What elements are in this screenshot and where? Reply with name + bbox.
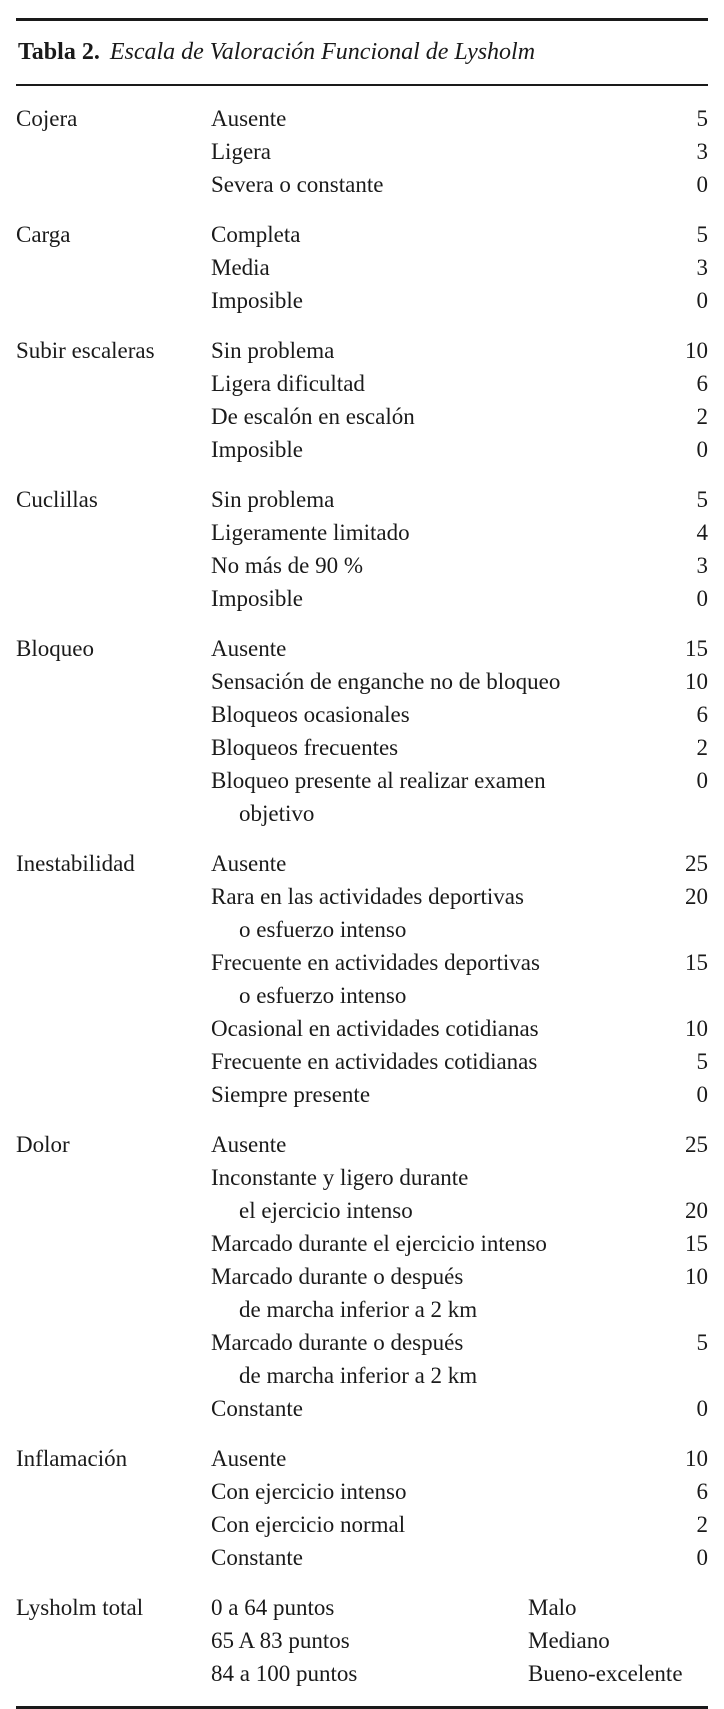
- item-description: Ocasional en actividades cotidianas: [211, 1016, 539, 1041]
- table-section: [16, 1591, 708, 1690]
- item-description-continuation: objetivo: [239, 801, 315, 826]
- item-description: Ausente: [211, 1446, 287, 1471]
- table-row: [211, 1591, 708, 1624]
- category-label: Bloqueo: [16, 636, 94, 661]
- row-text-cell: [211, 1045, 628, 1078]
- score-value: 5: [696, 1330, 708, 1355]
- item-description: 0 a 64 puntos: [211, 1595, 335, 1620]
- table-row: [211, 1392, 708, 1425]
- item-description: Imposible: [211, 288, 303, 313]
- row-text-cell: [211, 1442, 628, 1475]
- item-list: [211, 102, 708, 201]
- score-value: 10: [685, 1446, 708, 1471]
- score-value: 3: [696, 255, 708, 280]
- item-description: Bloqueo presente al realizar examen: [211, 768, 546, 793]
- row-text-cell: [211, 1508, 628, 1541]
- table-row: [211, 1442, 708, 1475]
- score-value: 0: [696, 1545, 708, 1570]
- score-value: 5: [696, 222, 708, 247]
- row-text-cell: [211, 632, 628, 665]
- score-value: 2: [696, 404, 708, 429]
- score-value: 5: [696, 1049, 708, 1074]
- item-description: 65 A 83 puntos: [211, 1628, 350, 1653]
- item-description: Inconstante y ligero durante: [211, 1165, 469, 1190]
- item-description: Bloqueos ocasionales: [211, 702, 410, 727]
- item-description: Ausente: [211, 1132, 287, 1157]
- item-description-continuation: o esfuerzo intenso: [239, 983, 407, 1008]
- category-label: Cojera: [16, 106, 78, 131]
- score-value: 0: [696, 1082, 708, 1107]
- item-list: [211, 218, 708, 317]
- table-row: [211, 946, 708, 1012]
- table-row: [211, 1657, 708, 1690]
- category-label: Carga: [16, 222, 71, 247]
- row-text-cell: [211, 483, 628, 516]
- table-row: [211, 1161, 708, 1227]
- score-value: 15: [685, 636, 708, 661]
- score-value: 10: [685, 338, 708, 363]
- table-row: [211, 1508, 708, 1541]
- category-label: Dolor: [16, 1132, 70, 1157]
- row-text-cell: [211, 549, 628, 582]
- row-text-cell: [211, 516, 628, 549]
- score-value: 3: [696, 553, 708, 578]
- table-caption: [16, 21, 708, 84]
- score-value: 0: [696, 768, 708, 793]
- table-row: [211, 483, 708, 516]
- table-row: [211, 1326, 708, 1392]
- row-text-cell: [211, 1078, 628, 1111]
- score-value: 6: [696, 702, 708, 727]
- score-value: 10: [685, 669, 708, 694]
- row-text-cell: [211, 1591, 528, 1624]
- rating-label: Malo: [528, 1595, 577, 1620]
- item-description: Ligera dificultad: [211, 371, 365, 396]
- row-text-cell: [211, 334, 628, 367]
- row-text-cell: [211, 400, 628, 433]
- table-row: [211, 1227, 708, 1260]
- table-row: [211, 284, 708, 317]
- item-description: Frecuente en actividades cotidianas: [211, 1049, 538, 1074]
- row-text-cell: [211, 847, 628, 880]
- item-description: Ausente: [211, 851, 287, 876]
- score-value: 4: [696, 520, 708, 545]
- row-text-cell: [211, 218, 628, 251]
- category-label: Subir escaleras: [16, 338, 155, 363]
- table-row: [211, 1260, 708, 1326]
- row-text-cell: [211, 1541, 628, 1574]
- item-list: [211, 1591, 708, 1690]
- item-description: Constante: [211, 1396, 303, 1421]
- row-text-cell: [211, 433, 628, 466]
- table-title: Escala de Valoración Funcional de Lysholm: [109, 39, 536, 65]
- item-description: Imposible: [211, 586, 303, 611]
- row-text-cell: [211, 367, 628, 400]
- score-value: 3: [696, 139, 708, 164]
- table-row: [211, 367, 708, 400]
- table-body: [16, 86, 708, 1706]
- table-row: [211, 135, 708, 168]
- row-text-cell: [211, 764, 628, 830]
- category-label: Inflamación: [16, 1446, 128, 1471]
- table-row: [211, 880, 708, 946]
- table-row: [211, 168, 708, 201]
- score-value: 6: [696, 1479, 708, 1504]
- item-list: [211, 1442, 708, 1574]
- table-section: [16, 1128, 708, 1425]
- category-label: Inestabilidad: [16, 851, 135, 876]
- table-row: [211, 1045, 708, 1078]
- item-description: Marcado durante el ejercicio intenso: [211, 1231, 547, 1256]
- score-value: 20: [685, 1198, 708, 1223]
- table-row: [211, 549, 708, 582]
- item-description: Con ejercicio normal: [211, 1512, 406, 1537]
- row-text-cell: [211, 1227, 628, 1260]
- table-row: [211, 218, 708, 251]
- item-description: Ligera: [211, 139, 272, 164]
- item-description: Completa: [211, 222, 301, 247]
- item-description: Ausente: [211, 636, 287, 661]
- item-description: Sin problema: [211, 487, 335, 512]
- item-description: Constante: [211, 1545, 303, 1570]
- table-row: [211, 400, 708, 433]
- table-label: Tabla 2.: [18, 39, 100, 65]
- table-row: [211, 1624, 708, 1657]
- row-text-cell: [211, 731, 628, 764]
- row-text-cell: [211, 1657, 528, 1690]
- table-section: [16, 102, 708, 201]
- row-text-cell: [211, 880, 628, 946]
- row-text-cell: [211, 1128, 628, 1161]
- row-text-cell: [211, 1392, 628, 1425]
- item-description: Bloqueos frecuentes: [211, 735, 399, 760]
- item-description: 84 a 100 puntos: [211, 1661, 358, 1686]
- table-row: [211, 1475, 708, 1508]
- table-row: [211, 102, 708, 135]
- table-row: [211, 698, 708, 731]
- table-section: [16, 218, 708, 317]
- score-value: 20: [685, 884, 708, 909]
- item-list: [211, 1128, 708, 1425]
- row-text-cell: [211, 135, 628, 168]
- item-description: Sin problema: [211, 338, 335, 363]
- item-description: Sensación de enganche no de bloqueo: [211, 669, 561, 694]
- item-list: [211, 632, 708, 830]
- row-text-cell: [211, 168, 628, 201]
- row-text-cell: [211, 698, 628, 731]
- row-text-cell: [211, 946, 628, 1012]
- table-section: [16, 334, 708, 466]
- row-text-cell: [211, 1260, 628, 1326]
- item-description-continuation: el ejercicio intenso: [239, 1198, 413, 1223]
- item-description: Ausente: [211, 106, 287, 131]
- score-value: 25: [685, 1132, 708, 1157]
- table-row: [211, 665, 708, 698]
- row-text-cell: [211, 1624, 528, 1657]
- score-value: 10: [685, 1264, 708, 1289]
- item-description: No más de 90 %: [211, 553, 364, 578]
- score-value: 10: [685, 1016, 708, 1041]
- table-section: [16, 1442, 708, 1574]
- item-description: Ligeramente limitado: [211, 520, 410, 545]
- item-description: Severa o constante: [211, 172, 384, 197]
- row-text-cell: [211, 582, 628, 615]
- score-value: 15: [685, 1231, 708, 1256]
- table-row: [211, 731, 708, 764]
- rating-label: Bueno-excelente: [528, 1661, 683, 1686]
- row-text-cell: [211, 1326, 628, 1392]
- table-row: [211, 251, 708, 284]
- table-row: [211, 847, 708, 880]
- table-row: [211, 1541, 708, 1574]
- table-row: [211, 1012, 708, 1045]
- item-description-continuation: o esfuerzo intenso: [239, 917, 407, 942]
- item-description-continuation: de marcha inferior a 2 km: [239, 1363, 478, 1388]
- item-description: Media: [211, 255, 270, 280]
- table-row: [211, 764, 708, 830]
- row-text-cell: [211, 284, 628, 317]
- row-text-cell: [211, 665, 628, 698]
- item-description: Frecuente en actividades deportivas: [211, 950, 540, 975]
- score-value: 0: [696, 586, 708, 611]
- row-text-cell: [211, 251, 628, 284]
- table-row: [211, 516, 708, 549]
- score-value: 2: [696, 1512, 708, 1537]
- table-row: [211, 433, 708, 466]
- item-list: [211, 334, 708, 466]
- table-row: [211, 1128, 708, 1161]
- score-value: 0: [696, 437, 708, 462]
- item-description: Siempre presente: [211, 1082, 371, 1107]
- item-description: Marcado durante o después: [211, 1264, 464, 1289]
- item-list: [211, 847, 708, 1111]
- score-value: 0: [696, 288, 708, 313]
- score-value: 5: [696, 106, 708, 131]
- table-row: [211, 1078, 708, 1111]
- score-value: 0: [696, 1396, 708, 1421]
- item-description: De escalón en escalón: [211, 404, 415, 429]
- item-description: Marcado durante o después: [211, 1330, 464, 1355]
- table-section: [16, 483, 708, 615]
- table-section: [16, 847, 708, 1111]
- rating-label: Mediano: [528, 1628, 610, 1653]
- category-label: Lysholm total: [16, 1595, 144, 1620]
- score-value: 6: [696, 371, 708, 396]
- table-section: [16, 632, 708, 830]
- item-list: [211, 483, 708, 615]
- item-description: Con ejercicio intenso: [211, 1479, 407, 1504]
- table-row: [211, 582, 708, 615]
- score-value: 2: [696, 735, 708, 760]
- category-label: Cuclillas: [16, 487, 98, 512]
- row-text-cell: [211, 1161, 628, 1227]
- score-value: 15: [685, 950, 708, 975]
- score-value: 0: [696, 172, 708, 197]
- score-value: 25: [685, 851, 708, 876]
- row-text-cell: [211, 1475, 628, 1508]
- item-description: Imposible: [211, 437, 303, 462]
- score-value: 5: [696, 487, 708, 512]
- row-text-cell: [211, 1012, 628, 1045]
- table-row: [211, 334, 708, 367]
- table-row: [211, 632, 708, 665]
- item-description: Rara en las actividades deportivas: [211, 884, 524, 909]
- item-description-continuation: de marcha inferior a 2 km: [239, 1297, 478, 1322]
- row-text-cell: [211, 102, 628, 135]
- table-container: [16, 18, 708, 1709]
